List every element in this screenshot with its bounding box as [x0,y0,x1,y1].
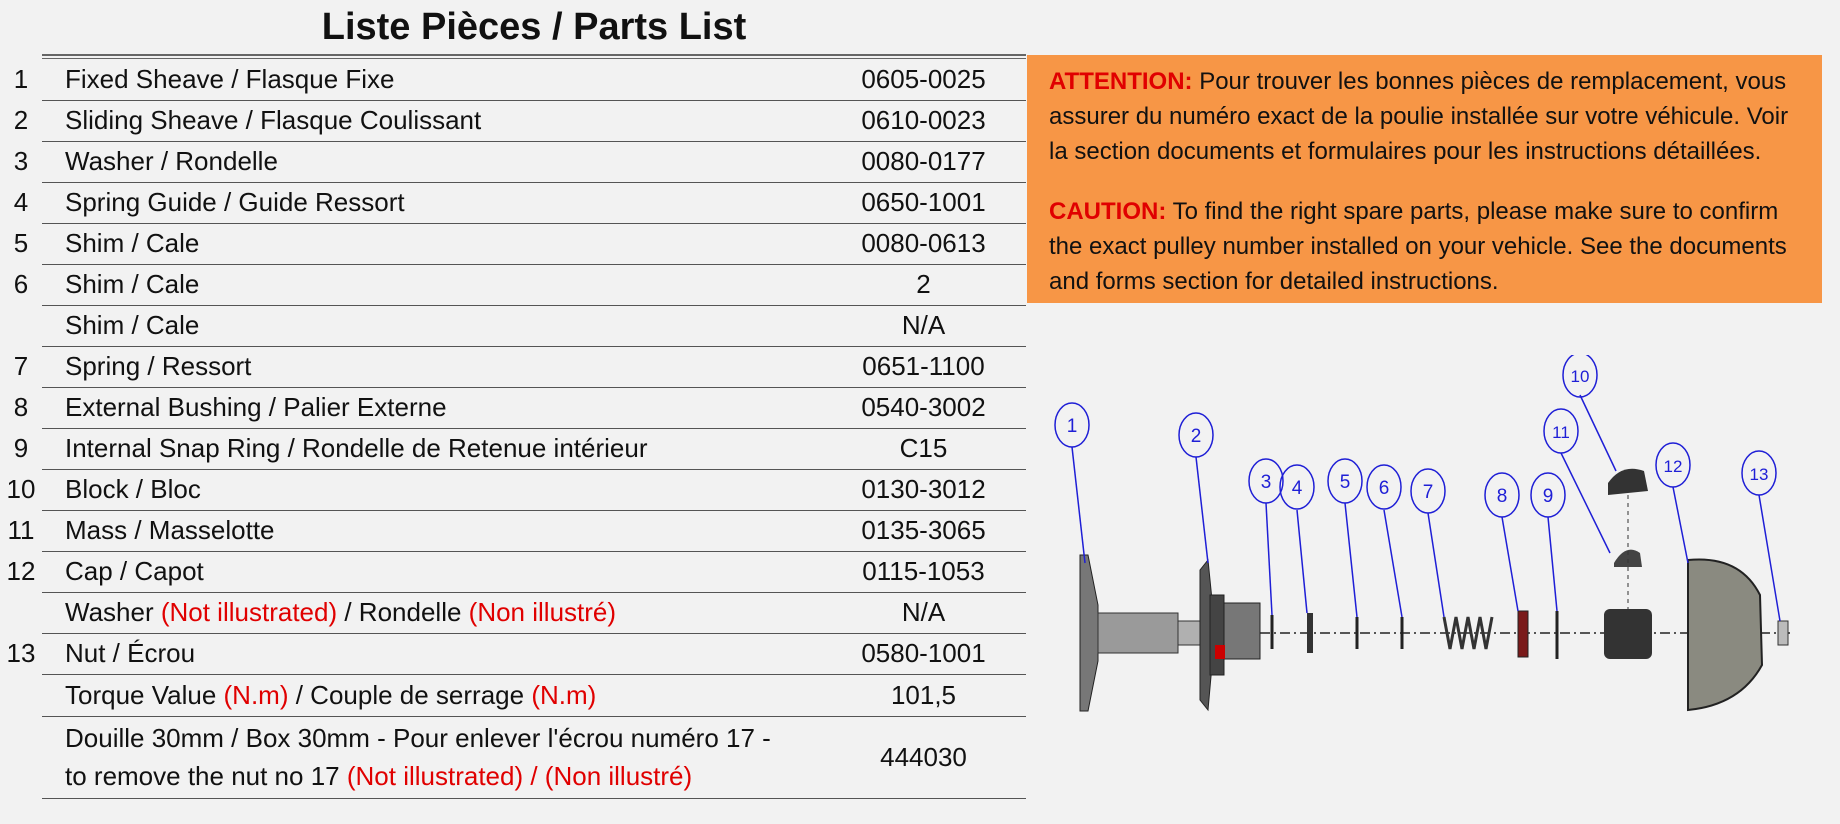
row-num: 3 [13,146,29,176]
row-desc: Internal Snap Ring / Rondelle de Retenue intérieur [42,428,821,469]
callout-9 [1531,473,1565,517]
table-row [0,141,1026,182]
part-sliding-sheave [1200,560,1260,710]
callout-label: 13 [1749,465,1769,484]
callout-2 [1179,413,1213,457]
washer-code: N/A [821,592,1026,633]
callout-label: 7 [1422,482,1434,503]
table-row [0,428,1026,469]
table-row [0,182,1026,223]
table-row [0,264,1026,305]
washer-desc: Washer (Not illustrated) / Rondelle (Non illustré) [42,592,821,633]
row-desc: Mass / Masselotte [42,510,821,551]
table-row [0,469,1026,510]
callout-4 [1280,465,1314,509]
socket-desc: Douille 30mm / Box 30mm - Pour enlever l'écrou numéro 17 - to remove the nut no 17 (Not illustrated) / (Non illustré) [42,716,821,798]
page-title: Liste Pièces / Parts List [321,6,747,48]
row-code: 0540-3002 [821,387,1026,428]
row-desc: Fixed Sheave / Flasque Fixe [42,59,821,100]
row-num: 6 [13,269,29,299]
callout-label: 8 [1496,486,1508,507]
row-code: 0115-1053 [821,551,1026,592]
row-num: 4 [13,187,29,217]
row-code: 2 [821,264,1026,305]
row-num: 1 [13,64,29,94]
row-code: 0605-0025 [821,59,1026,100]
row-desc: Spring Guide / Guide Ressort [42,182,821,223]
row-desc: Sliding Sheave / Flasque Coulissant [42,100,821,141]
callout-label: 5 [1339,472,1351,493]
row-desc: Shim / Cale [42,223,821,264]
table-row-washer [0,592,1026,633]
callout-8 [1485,473,1519,517]
row-number: 13 [6,638,36,668]
row-num: 12 [6,556,36,586]
table-row [0,346,1026,387]
torque-desc: Torque Value (N.m) / Couple de serrage (N.m) [42,674,821,716]
callout-6 [1367,465,1401,509]
callout-7 [1411,469,1445,513]
row-code: N/A [821,305,1026,346]
callout-12 [1656,443,1690,487]
row-code: 0651-1100 [821,346,1026,387]
table-row-torque [0,674,1026,716]
table-row [0,305,1026,346]
parts-table [0,59,1026,799]
callout-3 [1249,459,1283,503]
row-num: 2 [13,105,29,135]
row-desc: External Bushing / Palier Externe [42,387,821,428]
notice-fr: ATTENTION: Pour trouver les bonnes pièces de remplacement, vous assurer du numéro exact de la poulie installée sur votre véhicule. Voir la section documents et formulaires pour les instructions détaillées. [1049,68,1789,165]
row-code: 0080-0613 [821,223,1026,264]
callout-10 [1563,355,1597,397]
row-num: 11 [7,515,35,545]
callout-group [1055,355,1776,517]
row-num: 7 [13,351,29,381]
table-row [0,100,1026,141]
row-num: 9 [13,433,29,463]
callout-label: 10 [1570,367,1590,386]
row-num: 5 [13,228,29,258]
socket-code: 444030 [821,716,1026,798]
table-row [0,510,1026,551]
row-desc: Cap / Capot [42,551,821,592]
callout-label: 9 [1542,486,1554,507]
row-code: 0650-1001 [821,182,1026,223]
row-desc: Spring / Ressort [42,346,821,387]
callout-13 [1742,451,1776,495]
callout-label: 1 [1066,416,1078,437]
row-code: C15 [821,428,1026,469]
callout-11 [1544,409,1578,453]
row-num: 10 [6,474,36,504]
table-row-socket [0,716,1026,798]
row-code: 0610-0023 [821,100,1026,141]
callout-1 [1055,403,1089,447]
row-num: 8 [13,392,29,422]
callout-label: 4 [1291,478,1303,499]
row-code: 0080-0177 [821,141,1026,182]
callout-label: 2 [1190,426,1202,447]
torque-code: 101,5 [821,674,1026,716]
callout-label: 11 [1552,423,1570,442]
callout-label: 3 [1260,472,1272,493]
table-row [0,551,1026,592]
caution-notice [1027,55,1822,303]
callout-label: 12 [1663,457,1683,476]
row-desc: Shim / Cale [42,264,821,305]
exploded-pulley-diagram [1040,355,1800,725]
callout-label: 6 [1378,478,1390,499]
row-desc: Shim / Cale [42,305,821,346]
notice-en: CAUTION: To find the right spare parts, please make sure to confirm the exact pulley number installed on your vehicle. See the documents and forms section for detailed instructions. [1049,198,1787,295]
row-desc: Washer / Rondelle [42,141,821,182]
nut-desc: Nut / Écrou [42,633,821,674]
table-row [0,223,1026,264]
row-code: 0135-3065 [821,510,1026,551]
callout-5 [1328,459,1362,503]
table-row-nut [0,633,1026,674]
table-row [0,59,1026,100]
row-num [0,305,42,346]
part-fixed-sheave [1080,555,1216,711]
row-desc: Block / Bloc [42,469,821,510]
row-code: 0130-3012 [821,469,1026,510]
nut-code: 0580-1001 [821,633,1026,674]
table-row [0,387,1026,428]
